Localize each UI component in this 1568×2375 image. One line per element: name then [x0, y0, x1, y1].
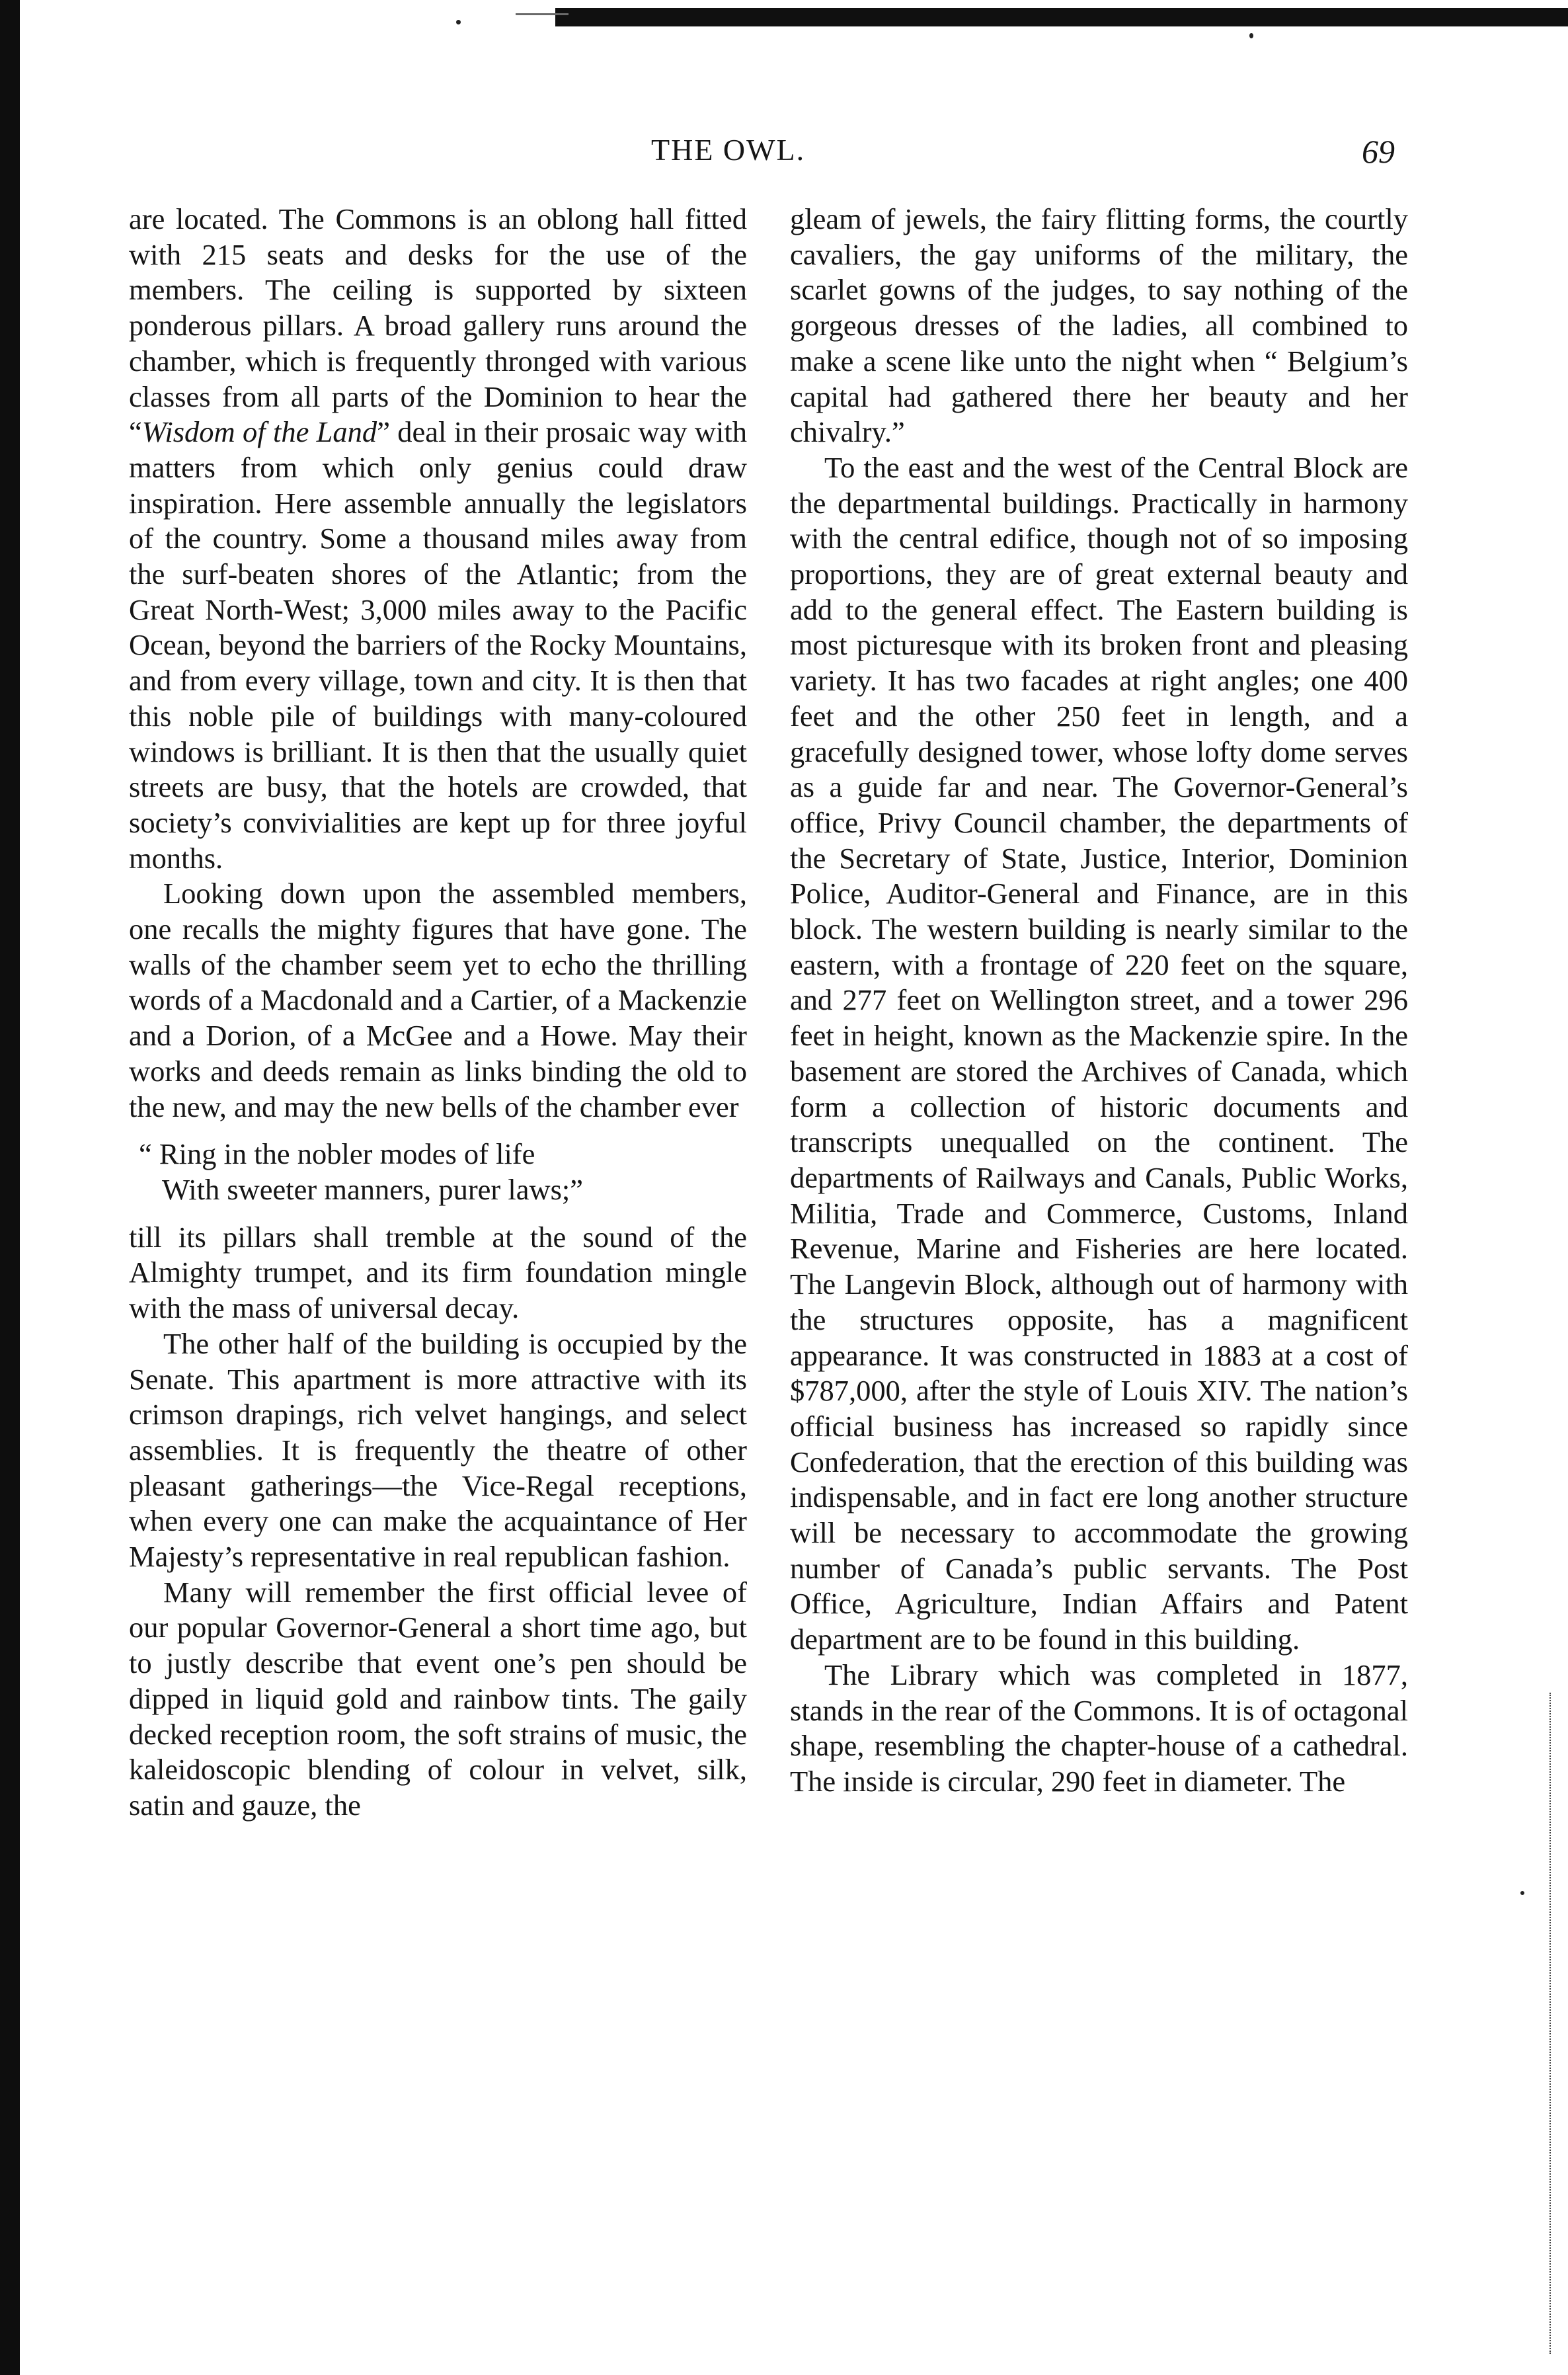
right-column: [790, 202, 1408, 1800]
scan-binding-edge: [0, 0, 20, 2375]
italic-phrase: Wisdom of the Land: [141, 415, 377, 449]
paragraph: [129, 202, 747, 876]
paragraph: The Library which was completed in 1877, stands in the rear of the Commons. It is of octagonal shape, resembling the chapter-house of a cathedral. The inside is circular, 290 feet in diameter. The: [790, 1658, 1408, 1798]
verse-line: “ Ring in the nobler modes of life: [139, 1137, 535, 1171]
running-head: [0, 132, 1568, 179]
page-number: 69: [1362, 133, 1395, 170]
paragraph: Many will remember the first official levee of our popular Governor-General a short time ago, but to justly describe that event one’s pen should be dipped in liquid gold and rainbow tints. The gaily decked reception room, the soft strains of music, the kaleidoscopic blending of colour in velvet, silk, satin and gauze, the: [129, 1575, 747, 1822]
top-thin-rule: [516, 13, 568, 15]
scan-speck: [456, 20, 461, 24]
paragraph: till its pillars shall tremble at the sound of the Almighty trumpet, and its firm foundation mingle with the mass of universal decay.: [129, 1220, 747, 1325]
paragraph: gleam of jewels, the fairy flitting forms, the courtly cavaliers, the gay uniforms of the military, the scarlet gowns of the judges, to say nothing of the gorgeous dresses of the ladies, all combined to make a scene like unto the night when “ Belgium’s capital had gathered there her beauty and her chivalry.”: [790, 202, 1408, 449]
paragraph-text: ” deal in their prosaic way with matters from which only genius could draw inspiration. Here assemble annually the legislators of the country. Some a thousand miles away from the surf-beaten shores of the Atlantic; from the Great North-West; 3,000 miles away to the Pacific Ocean, beyond the barriers of the Rocky Mountains, and from every village, town and city. It is then that this noble pile of buildings with many-coloured windows is brilliant. It is then that the usually quiet streets are busy, that the hotels are crowded, that society’s convivialities are kept up for three joyful months.: [129, 415, 747, 875]
paragraph: To the east and the west of the Central Block are the departmental buildings. Practically in harmony with the central edifice, though not of so imposing proportions, they are of great external beauty and add to the general effect. The Eastern building is most picturesque with its broken front and pleasing variety. It has two facades at right angles; one 400 feet and the other 250 feet in length, and a gracefully designed tower, whose lofty dome serves as a guide far and near. The Governor-General’s office, Privy Council chamber, the departments of the Secretary of State, Justice, Interior, Dominion Police, Auditor-General and Finance, are in this block. The western building is nearly similar to the eastern, with a frontage of 220 feet on the square, and 277 feet on Wellington street, and a tower 296 feet in height, known as the Mackenzie spire. In the basement are stored the Archives of Canada, which form a collection of historic documents and transcripts unequalled on the continent. The departments of Railways and Canals, Public Works, Militia, Trade and Commerce, Customs, Inland Revenue, Marine and Fisheries are here located. The Langevin Block, although out of harmony with the structures opposite, has a magnificent appearance. It was constructed in 1883 at a cost of $787,000, after the style of Louis XIV. The nation’s official business has increased so rapidly since Confederation, that the erection of this building was indispensable, and in fact ere long another structure will be necessary to accommodate the growing number of Canada’s public servants. The Post Office, Agriculture, Indian Affairs and Patent department are to be found in this building.: [790, 450, 1408, 1656]
scan-edge-marks: [1549, 1693, 1564, 2354]
journal-title: THE OWL.: [651, 133, 806, 167]
verse-quotation: [129, 1137, 747, 1207]
paragraph: The other half of the building is occupied by the Senate. This apartment is more attractive with its crimson drapings, rich velvet hangings, and select assemblies. It is frequently the theatre of other pleasant gatherings—the Vice-Regal receptions, when every one can make the acquaintance of Her Majesty’s representative in real republican fashion.: [129, 1326, 747, 1574]
verse-line: With sweeter manners, purer laws;”: [162, 1172, 584, 1206]
paragraph-text: are located. The Commons is an oblong hall fitted with 215 seats and desks for the use of the members. The ceiling is supported by sixteen ponderous pillars. A broad gallery runs around the chamber, which is frequently thronged with various classes from all parts of the Dominion to hear the “: [129, 202, 747, 449]
scan-speck: [1520, 1891, 1524, 1895]
scan-speck: [1249, 33, 1253, 38]
paragraph: Looking down upon the assembled members, one recalls the mighty figures that have gone. The walls of the chamber seem yet to echo the thrilling words of a Macdonald and a Cartier, of a Mackenzie and a Dorion, of a McGee and a Howe. May their works and deeds remain as links binding the old to the new, and may the new bells of the chamber ever: [129, 877, 747, 1123]
top-border-rule: [555, 8, 1568, 26]
left-column: [129, 202, 747, 1824]
